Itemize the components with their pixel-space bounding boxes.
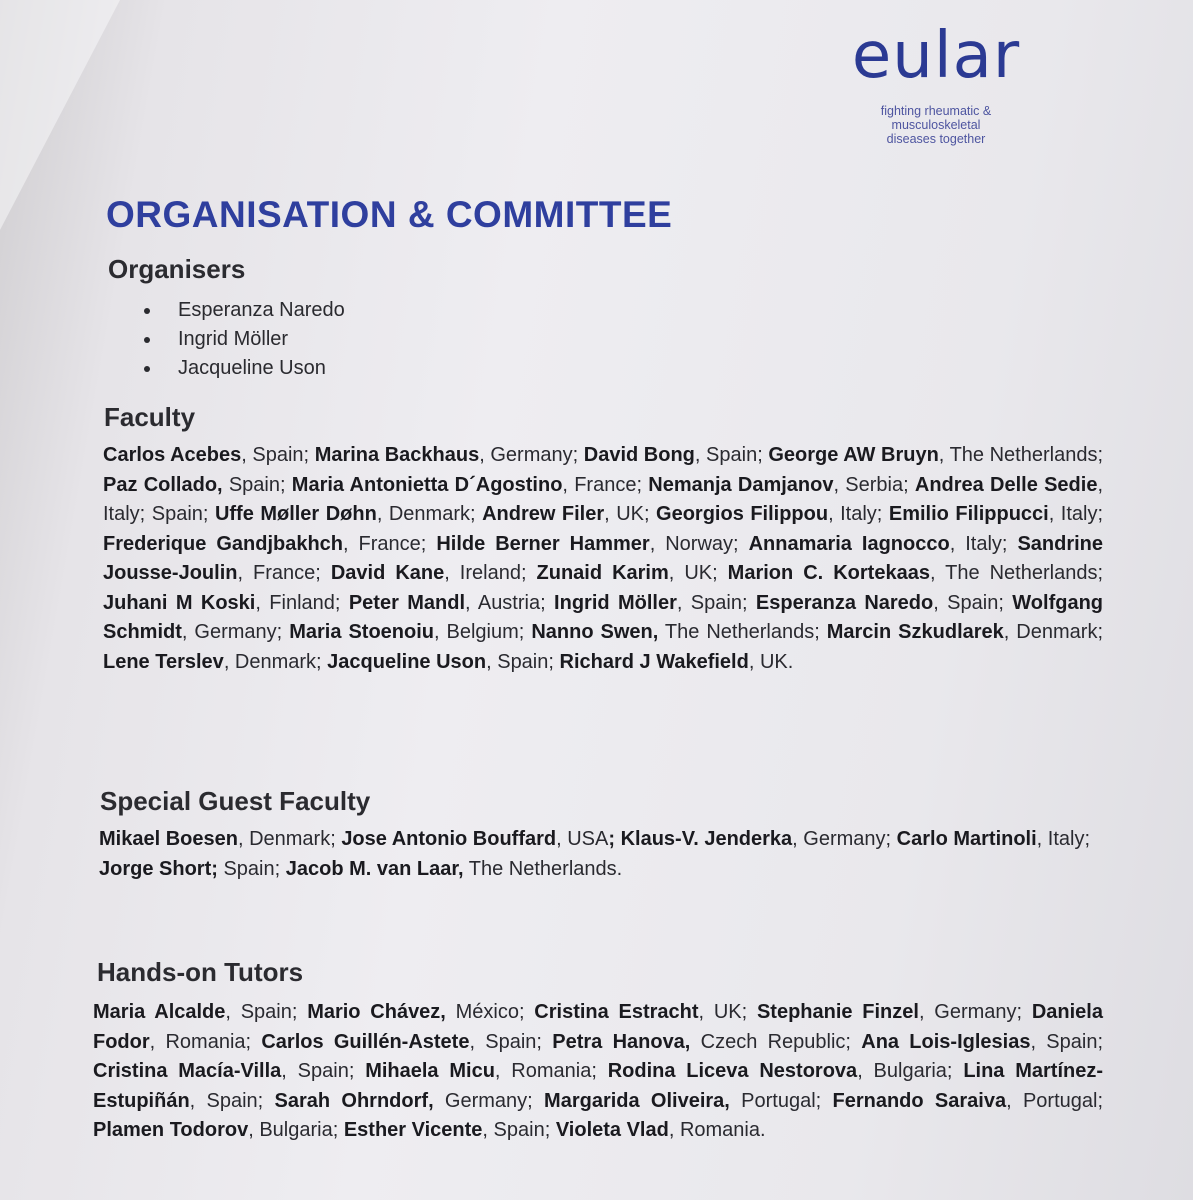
person-name: Uffe Møller Døhn — [214, 503, 377, 525]
person-name: Cristina Macía-Villa — [93, 1060, 282, 1082]
logo-tagline-line1: fighting rheumatic & musculoskeletal — [880, 104, 992, 132]
person-affiliation: , Romania; — [494, 1060, 608, 1082]
person-name: Mario Chávez, — [307, 1001, 446, 1023]
organisers-title: Organisers — [108, 254, 246, 284]
person-affiliation: , Norway; — [649, 532, 749, 555]
person-affiliation: , Ireland; — [444, 562, 537, 584]
organiser-item: Jacqueline Uson — [140, 354, 345, 383]
person-name: Ana Lois-Iglesias — [861, 1030, 1031, 1053]
page-title: ORGANISATION & COMMITTEE — [106, 194, 673, 235]
person-affiliation: The Netherlands. — [463, 857, 623, 880]
person-affiliation: Spain; — [222, 473, 292, 496]
person-name: Lina Martínez-Estupiñán — [93, 1060, 1104, 1112]
person-affiliation: , UK; — [698, 1001, 757, 1023]
person-affiliation: , Bulgaria; — [857, 1060, 964, 1082]
person-affiliation: , Romania; — [149, 1030, 262, 1053]
person-affiliation: , Spain; — [281, 1060, 366, 1082]
person-affiliation: , Germany; — [918, 1001, 1032, 1023]
person-name: Mihaela Micu — [365, 1060, 495, 1082]
person-affiliation: , Denmark; — [376, 503, 483, 525]
person-affiliation: , Portugal; — [1006, 1089, 1103, 1112]
person-affiliation: , The Netherlands; — [938, 444, 1104, 466]
person-name: David Bong — [583, 444, 695, 466]
person-name: Juhani M Koski — [103, 591, 256, 614]
person-name: Daniela Fodor — [93, 1001, 1103, 1053]
person-affiliation: , Germany; — [792, 828, 897, 850]
person-affiliation: , Italy; — [1036, 828, 1091, 850]
organiser-item: Esperanza Naredo — [140, 296, 345, 325]
person-affiliation: , Germany; — [479, 444, 584, 466]
person-name: Nemanja Damjanov — [648, 473, 834, 496]
person-name: Richard J Wakefield — [559, 650, 749, 673]
person-name: Fernando Saraiva — [832, 1089, 1007, 1112]
person-affiliation: The Netherlands; — [658, 621, 827, 643]
person-affiliation: , Spain; — [676, 591, 756, 614]
person-name: Marina Backhaus — [314, 444, 480, 466]
person-name: Maria Alcalde — [93, 1001, 226, 1023]
person-name: David Kane — [330, 562, 445, 584]
person-name: Stephanie Finzel — [756, 1001, 919, 1023]
person-affiliation: , Austria; — [465, 591, 555, 614]
person-affiliation: , Denmark; — [237, 828, 342, 850]
faculty-title: Faculty — [104, 402, 196, 432]
special-guest-list — [99, 825, 1099, 884]
person-name: Zunaid Karim — [536, 562, 669, 584]
person-name: Mikael Boesen — [99, 828, 238, 850]
person-name: Jorge Short; — [99, 857, 218, 880]
person-affiliation: , Bulgaria; — [248, 1119, 344, 1141]
person-name: Jacob M. van Laar, — [285, 857, 464, 880]
person-affiliation: , Romania. — [668, 1119, 766, 1141]
person-name: Lene Terslev — [103, 650, 224, 673]
person-affiliation: , Finland; — [255, 591, 349, 614]
person-affiliation: , Italy; — [949, 532, 1018, 555]
person-affiliation: Spain; — [217, 857, 286, 880]
person-name: Carlos Guillén-Astete — [261, 1030, 470, 1053]
person-name: Esther Vicente — [343, 1119, 483, 1141]
person-affiliation: , Germany; — [181, 621, 290, 643]
person-affiliation: , Spain; — [1030, 1030, 1104, 1053]
person-name: Petra Hanova, — [552, 1030, 691, 1053]
person-name: Wolfgang Schmidt — [103, 591, 1104, 643]
person-affiliation: , Italy; — [1048, 503, 1104, 525]
person-affiliation: , Serbia; — [833, 473, 915, 496]
person-name: Maria Stoenoiu — [289, 621, 434, 643]
person-affiliation: , Spain; — [225, 1001, 308, 1023]
person-name: Hilde Berner Hammer — [436, 532, 650, 555]
person-name: Emilio Filippucci — [888, 503, 1049, 525]
person-affiliation: , Spain; — [933, 591, 1013, 614]
organiser-item: Ingrid Möller — [140, 325, 345, 354]
person-name: Andrew Filer — [482, 503, 605, 525]
person-affiliation: , Spain; — [482, 1119, 556, 1141]
person-name: Ingrid Möller — [554, 591, 677, 614]
person-affiliation: , UK. — [748, 650, 794, 673]
person-name: Nanno Swen, — [531, 621, 659, 643]
tutors-title: Hands-on Tutors — [97, 957, 304, 987]
person-name: Rodina Liceva Nestorova — [607, 1060, 858, 1082]
person-name: Jacqueline Uson — [327, 650, 487, 673]
person-name: Andrea Delle Sedie — [914, 473, 1098, 496]
person-name: Marion C. Kortekaas — [727, 562, 930, 584]
person-affiliation: , UK; — [604, 503, 657, 525]
person-name: Jose Antonio Bouffard — [341, 828, 557, 850]
logo-wordmark: eular — [851, 19, 1021, 93]
person-name: Plamen Todorov — [93, 1119, 249, 1141]
person-affiliation: , France; — [237, 562, 331, 584]
eular-logo — [836, 20, 1036, 146]
person-name: Frederique Gandjbakhch — [103, 532, 344, 555]
person-name: Peter Mandl — [348, 591, 466, 614]
person-name: Paz Collado, — [103, 473, 223, 496]
person-name: Cristina Estracht — [534, 1001, 699, 1023]
organisers-list — [140, 296, 345, 383]
person-name: Carlo Martinoli — [896, 828, 1037, 850]
person-affiliation: , Denmark; — [223, 650, 328, 673]
person-name: Sarah Ohrndorf, — [274, 1089, 434, 1112]
person-name: Carlos Acebes — [103, 444, 242, 466]
person-affiliation: , Italy; Spain; — [103, 473, 1104, 525]
person-affiliation: , Spain; — [469, 1030, 553, 1053]
person-affiliation: México; — [445, 1001, 535, 1023]
person-name: Margarida Oliveira, — [544, 1089, 730, 1112]
faculty-list — [103, 441, 1103, 677]
person-affiliation: , France; — [562, 473, 649, 496]
person-name: Georgios Filippou — [656, 503, 829, 525]
person-affiliation: Czech Republic; — [690, 1030, 862, 1053]
person-affiliation: , Spain; — [241, 444, 315, 466]
person-name: Sandrine Jousse-Joulin — [103, 532, 1104, 584]
person-affiliation: , France; — [343, 532, 437, 555]
person-affiliation: Germany; — [433, 1089, 545, 1112]
person-name: Violeta Vlad — [555, 1119, 669, 1141]
person-name: George AW Bruyn — [768, 444, 939, 466]
person-affiliation: , Spain; — [486, 650, 560, 673]
person-name: Marcin Szkudlarek — [826, 621, 1004, 643]
person-name: Maria Antonietta D´Agostino — [291, 473, 563, 496]
page-edge — [0, 0, 120, 230]
person-name: ; Klaus-V. Jenderka — [608, 828, 793, 850]
logo-tagline-line2: diseases together — [886, 132, 986, 146]
person-affiliation: , UK; — [668, 562, 728, 584]
person-affiliation: , Spain; — [694, 444, 769, 466]
special-guest-title: Special Guest Faculty — [100, 786, 371, 816]
person-affiliation: , Spain; — [189, 1089, 275, 1112]
person-name: Annamaria Iagnocco — [748, 532, 950, 555]
person-affiliation: , The Netherlands; — [929, 562, 1104, 584]
tutors-list — [93, 998, 1103, 1146]
person-affiliation: , Denmark; — [1003, 621, 1104, 643]
person-affiliation: Portugal; — [729, 1089, 833, 1112]
person-affiliation: , Italy; — [828, 503, 889, 525]
person-affiliation: , Belgium; — [434, 621, 532, 643]
person-affiliation: , USA — [556, 828, 609, 850]
person-name: Esperanza Naredo — [755, 591, 934, 614]
